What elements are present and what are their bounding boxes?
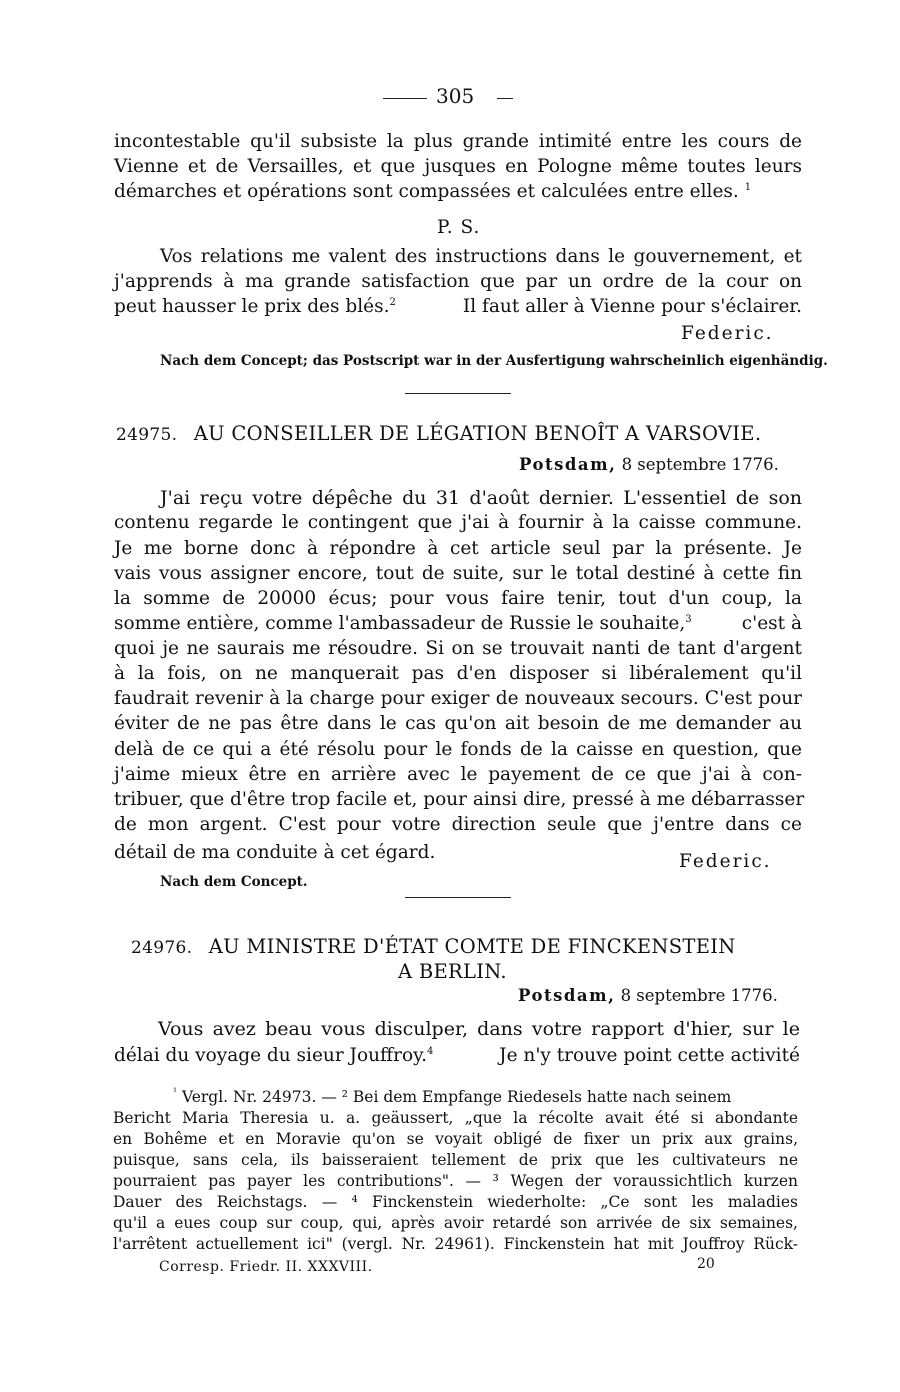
body-line: quoi je ne saurais me résoudre. Si on se trouvait nanti de tant d'argent bbox=[114, 638, 802, 659]
body-text: c'est à bbox=[741, 613, 802, 634]
body-line: j'apprends à ma grande satisfaction que par un ordre de la cour on bbox=[114, 271, 802, 292]
body-text: somme entière, comme l'ambassadeur de Russie le souhaite, bbox=[114, 613, 686, 634]
body-line-split bbox=[114, 611, 802, 637]
body-text: Je n'y trouve point cette activité bbox=[499, 1045, 800, 1066]
body-line: détail de ma conduite à cet égard. bbox=[114, 842, 436, 863]
date: 8 septembre 1776. bbox=[621, 455, 779, 474]
letter-heading bbox=[116, 422, 761, 445]
signature-mark: Corresp. Friedr. II. XXXVIII. bbox=[159, 1259, 373, 1275]
ps-label: P. S. bbox=[437, 217, 481, 238]
footnote-ref: 3 bbox=[685, 614, 692, 625]
footnote-line: l'arrêtent actuellement ici" (vergl. Nr. 24961). Finckenstein hat mit Jouffroy Rück- bbox=[113, 1235, 798, 1253]
body-line: vais vous assigner encore, tout de suite, sur le total destiné à cette fin bbox=[114, 563, 802, 584]
place: Potsdam, bbox=[518, 986, 616, 1005]
footnote-line bbox=[173, 1087, 731, 1107]
body-line: delà de ce qui a été résolu pour le fonds de la caisse en question, que bbox=[114, 739, 802, 760]
letter-title: AU CONSEILLER DE LÉGATION BENOÎT A VARSOVIE. bbox=[193, 422, 762, 445]
letter-number: 24975. bbox=[116, 425, 178, 445]
body-line: à la fois, on ne manquerait pas d'en disposer si libéralement qu'il bbox=[114, 663, 802, 684]
section-divider bbox=[405, 897, 511, 898]
body-line: tribuer, que d'être trop facile et, pour ainsi dire, pressé à me débarrasser bbox=[114, 789, 805, 810]
footnote-line: Bericht Maria Theresia u. a. geäussert, „que la récolte avait été si abondante bbox=[113, 1109, 798, 1127]
footnote-ref: 1 bbox=[744, 182, 752, 193]
body-text: Il faut aller à Vienne pour s'éclairer. bbox=[462, 296, 802, 317]
dateline bbox=[518, 986, 778, 1005]
body-line-split bbox=[114, 294, 802, 320]
source-note: Nach dem Concept; das Postscript war in der Ausfertigung wahrscheinlich eigenhändig. bbox=[160, 353, 828, 369]
body-text: démarches et opérations sont compassées et calculées entre elles. bbox=[114, 181, 739, 202]
body-line-split bbox=[114, 1043, 800, 1069]
section-divider bbox=[405, 393, 511, 394]
signature: Federic. bbox=[679, 851, 772, 872]
body-line: Vos relations me valent des instructions dans le gouvernement, et bbox=[160, 246, 802, 267]
footnote-line: qu'il a eues coup sur coup, qui, après avoir retardé son arrivée de six semaines, bbox=[113, 1214, 798, 1232]
sheet-number: 20 bbox=[697, 1256, 715, 1272]
body-line: contenu regarde le contingent que j'ai à fournir à la caisse commune. bbox=[114, 512, 802, 533]
source-note: Nach dem Concept. bbox=[160, 874, 308, 890]
body-line: Je me borne donc à répondre à cet article seul par la présente. Je bbox=[114, 538, 802, 559]
footnote-ref: 2 bbox=[389, 297, 396, 308]
body-line: éviter de ne pas être dans le cas qu'on ait besoin de me demander au bbox=[114, 713, 802, 734]
footnote-line: Dauer des Reichstags. — ⁴ Finckenstein wiederholte: „Ce sont les maladies bbox=[113, 1193, 798, 1211]
page-number: 305 bbox=[436, 84, 475, 108]
dateline bbox=[519, 455, 779, 474]
body-line: Vienne et de Versailles, et que jusques en Pologne même toutes leurs bbox=[114, 156, 802, 177]
letter-title-line2: A BERLIN. bbox=[398, 960, 507, 983]
date: 8 septembre 1776. bbox=[620, 986, 778, 1005]
footnote-ref: 4 bbox=[427, 1046, 434, 1057]
letter-heading bbox=[131, 935, 736, 958]
body-line: la somme de 20000 écus; pour vous faire tenir, tout d'un coup, la bbox=[114, 588, 802, 609]
footnote-text: Vergl. Nr. 24973. — ² Bei dem Empfange Riedesels hatte nach seinem bbox=[181, 1088, 732, 1106]
body-line: j'aime mieux être en arrière avec le payement de ce que j'ai à con- bbox=[114, 764, 802, 785]
body-line: J'ai reçu votre dépêche du 31 d'août dernier. L'essentiel de son bbox=[160, 487, 802, 509]
header-rule-left bbox=[383, 98, 427, 99]
body-line: incontestable qu'il subsiste la plus grande intimité entre les cours de bbox=[114, 131, 802, 152]
footnote-line: pourraient pas payer les contributions". — ³ Wegen der voraussichtlich kurzen bbox=[113, 1172, 798, 1190]
body-line: Vous avez beau vous disculper, dans votre rapport d'hier, sur le bbox=[158, 1018, 800, 1040]
header-rule-right bbox=[497, 98, 513, 99]
body-text: délai du voyage du sieur Jouffroy. bbox=[114, 1045, 428, 1066]
body-text: peut hausser le prix des blés. bbox=[114, 296, 390, 317]
footnote-line: en Bohême et en Moravie qu'on se voyait obligé de fixer un prix aux grains, bbox=[113, 1130, 798, 1148]
signature: Federic. bbox=[681, 323, 774, 344]
body-line: faudrait revenir à la charge pour exiger de nouveaux secours. C'est pour bbox=[114, 688, 802, 709]
footnote-marker: ¹ bbox=[173, 1087, 178, 1098]
letter-title: AU MINISTRE D'ÉTAT COMTE DE FINCKENSTEIN bbox=[208, 935, 736, 958]
body-line-end bbox=[114, 179, 751, 205]
footnote-line: puisque, sans cela, ils baisseraient tellement de prix que les cultivateurs ne bbox=[113, 1151, 798, 1169]
body-line: de mon argent. C'est pour votre direction seule que j'entre dans ce bbox=[114, 814, 802, 835]
letter-number: 24976. bbox=[131, 938, 193, 958]
place: Potsdam, bbox=[519, 455, 617, 474]
